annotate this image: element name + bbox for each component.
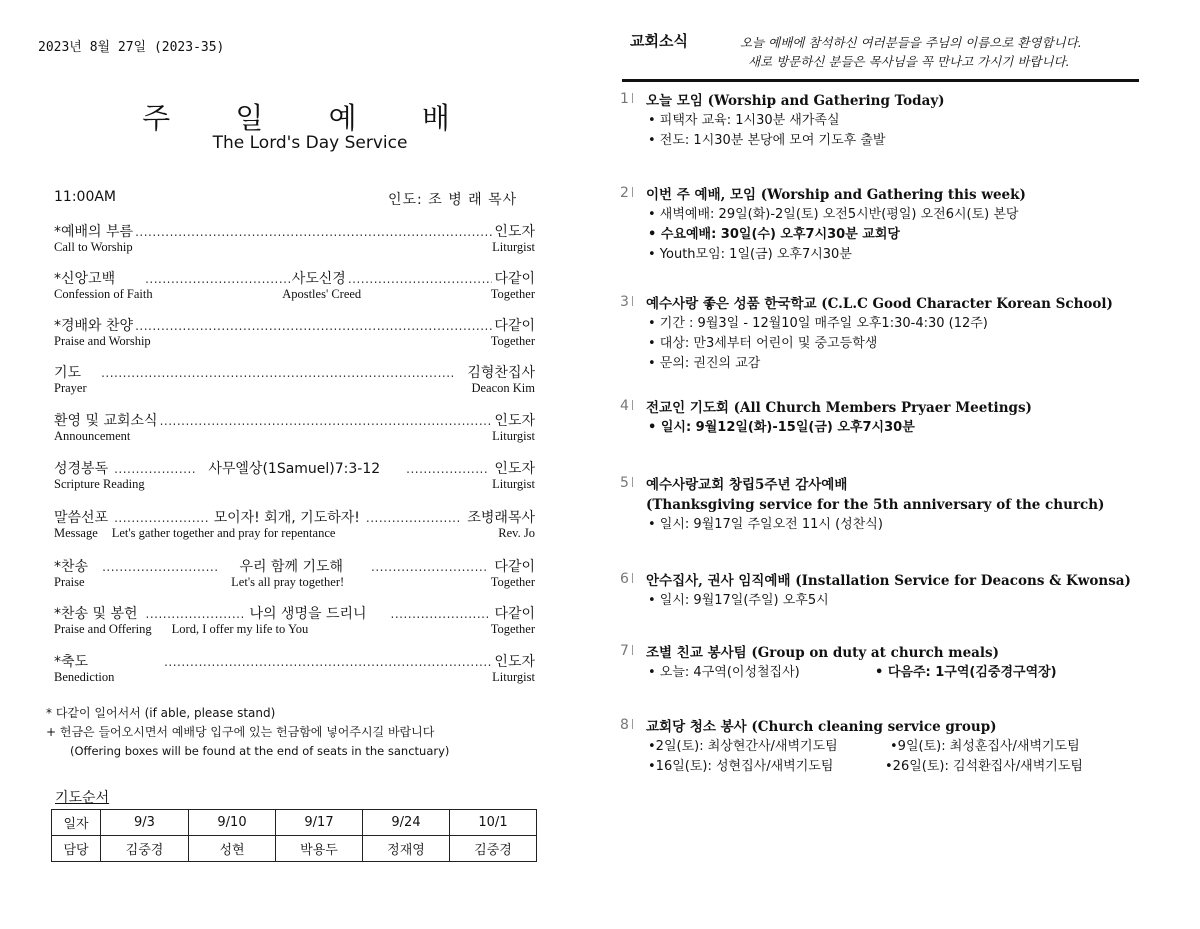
item-ko-right: 인도자 <box>494 413 535 429</box>
news-number: 6 <box>620 571 633 587</box>
service-leader: 인도: 조 병 래 목사 <box>388 192 518 208</box>
news-number: 4 <box>620 398 633 414</box>
item-ko: *찬송 및 봉헌 <box>54 606 138 622</box>
news-item-8 <box>620 717 1180 777</box>
cleaning-entry: •16일(토): 성현집사/새벽기도팀 <box>648 759 834 774</box>
news-heading: 예수사랑 좋은 성품 한국학교 (C.L.C Good Character Korean School) <box>646 296 1113 312</box>
item-ko-right: 인도자 <box>494 461 535 477</box>
table-cell: 담당 <box>52 836 101 862</box>
news-item-4 <box>620 398 1180 438</box>
news-line: • 전도: 1시30분 본당에 모여 기도후 출발 <box>648 133 886 148</box>
order-item-prayer <box>54 362 535 402</box>
table-cell: 9/17 <box>276 810 363 836</box>
item-en-mid: Lord, I offer my life to You <box>171 622 309 636</box>
item-en: Praise <box>54 575 85 589</box>
news-heading-en: (Thanksgiving service for the 5th anniversary of the church) <box>646 497 1105 513</box>
news-line: • 새벽예배: 29일(화)-2일(토) 오전5시반(평일) 오전6시(토) 본당 <box>648 207 1019 222</box>
item-en-mid: Let's gather together and pray for repentance <box>111 526 336 540</box>
news-number: 7 <box>620 643 633 659</box>
news-number: 5 <box>620 475 633 491</box>
item-ko-right: 조병래목사 <box>467 510 535 526</box>
item-en-mid: Let's all pray together! <box>231 575 345 589</box>
order-item-praise-worship <box>54 315 535 355</box>
prayer-order-table <box>51 809 537 862</box>
item-ko-right: 김형찬집사 <box>467 365 535 381</box>
item-ko: 환영 및 교회소식 <box>54 413 158 429</box>
news-heading: 조별 친교 봉사팀 (Group on duty at church meals) <box>646 645 1000 661</box>
news-line: • 대상: 만3세부터 어린이 및 중고등학생 <box>648 336 878 351</box>
item-ko-right: 인도자 <box>494 654 535 670</box>
order-item-scripture <box>54 458 535 498</box>
item-en-right: Liturgist <box>492 429 535 443</box>
news-number: 2 <box>620 185 633 201</box>
news-item-5 <box>620 475 1180 535</box>
item-en: Prayer <box>54 381 87 395</box>
order-item-offering <box>54 603 535 643</box>
item-en: Announcement <box>54 429 131 443</box>
order-item-message <box>54 507 535 547</box>
cleaning-entry: •26일(토): 김석환집사/새벽기도팀 <box>885 759 1083 774</box>
table-cell: 9/10 <box>189 810 276 836</box>
service-notes <box>46 704 449 761</box>
news-line: • 일시: 9월12일(화)-15일(금) 오후7시30분 <box>648 420 915 435</box>
table-cell: 일자 <box>52 810 101 836</box>
order-item-call-to-worship <box>54 221 535 261</box>
item-ko-right: 다같이 <box>494 606 535 622</box>
item-ko-right: 인도자 <box>494 224 535 240</box>
welcome-line-1: 오늘 예배에 참석하신 여러분들을 주님의 이름으로 환영합니다. <box>740 35 1082 50</box>
item-ko: 말씀선포 <box>54 510 109 526</box>
news-number: 3 <box>620 294 633 310</box>
item-en: Praise and Worship <box>54 334 151 348</box>
item-en: Benediction <box>54 670 115 684</box>
item-ko-mid: 사도신경 <box>291 271 346 287</box>
news-heading: 안수집사, 권사 임직예배 (Installation Service for Deacons & Kwonsa) <box>646 573 1131 589</box>
item-en-right: Rev. Jo <box>498 526 535 540</box>
item-en-right: Liturgist <box>492 240 535 254</box>
item-ko: *신앙고백 <box>54 271 116 287</box>
item-en: Call to Worship <box>54 240 133 254</box>
item-ko-right: 다같이 <box>494 271 535 287</box>
item-en-right: Together <box>490 575 535 589</box>
welcome-message <box>740 33 1082 71</box>
item-en-right: Deacon Kim <box>471 381 535 395</box>
item-en: Praise and Offering <box>54 622 152 636</box>
order-item-confession <box>54 268 535 308</box>
item-ko: *찬송 <box>54 559 89 575</box>
news-heading: 전교인 기도회 (All Church Members Pryaer Meetings) <box>646 400 1032 416</box>
news-number: 1 <box>620 91 633 107</box>
note-offering: + 헌금은 들어오시면서 예배당 입구에 있는 헌금함에 넣어주시길 바랍니다 <box>46 725 435 739</box>
table-cell: 김중경 <box>450 836 537 862</box>
news-line: • 기간 : 9월3일 - 12월10일 매주일 오후1:30-4:30 (12주) <box>648 316 988 331</box>
news-line: • Youth모임: 1일(금) 오후7시30분 <box>648 247 852 262</box>
service-time: 11:00AM <box>54 189 117 205</box>
news-item-7 <box>620 643 1180 683</box>
item-ko-mid: 우리 함께 기도해 <box>239 559 344 575</box>
note-stand: * 다같이 일어서서 (if able, please stand) <box>46 706 276 720</box>
order-item-announcement <box>54 410 535 450</box>
item-ko-mid: 나의 생명을 드리니 <box>249 606 367 622</box>
news-line: • 일시: 9월17일 주일오전 11시 (성찬식) <box>648 517 883 532</box>
table-cell: 9/24 <box>363 810 450 836</box>
cleaning-entry: •9일(토): 최성훈집사/새벽기도팀 <box>890 739 1080 754</box>
news-item-6 <box>620 571 1180 611</box>
item-en-right: Together <box>490 334 535 348</box>
item-ko: *예배의 부름 <box>54 224 134 240</box>
news-number: 8 <box>620 717 633 733</box>
news-heading: 교회당 청소 봉사 (Church cleaning service group) <box>646 719 997 735</box>
news-heading: 이번 주 예배, 모임 (Worship and Gathering this week) <box>646 187 1026 203</box>
table-row <box>52 836 537 862</box>
item-en-right: Together <box>490 287 535 301</box>
news-item-2 <box>620 185 1180 265</box>
news-section-title: 교회소식 <box>630 32 688 50</box>
table-cell: 10/1 <box>450 810 537 836</box>
page-title-english: The Lord's Day Service <box>212 133 408 153</box>
page-title-korean: 주 일 예 배 <box>142 101 478 135</box>
item-ko: 성경봉독 <box>54 461 109 477</box>
order-item-benediction <box>54 651 535 691</box>
news-line <box>648 663 1180 683</box>
bulletin-date: 2023년 8월 27일 (2023-35) <box>38 40 225 55</box>
news-line <box>648 757 1180 777</box>
item-en: Scripture Reading <box>54 477 145 491</box>
item-en-right: Liturgist <box>492 670 535 684</box>
news-line <box>648 737 1180 757</box>
welcome-line-2: 새로 방문하신 분들은 목사님을 꼭 만나고 가시기 바랍니다. <box>748 54 1070 69</box>
table-cell: 9/3 <box>101 810 189 836</box>
news-line: • 문의: 권진의 교감 <box>648 356 761 371</box>
duty-next-week: • 다음주: 1구역(김중경구역장) <box>875 665 1057 680</box>
item-ko: *축도 <box>54 654 89 670</box>
table-cell: 정재영 <box>363 836 450 862</box>
item-ko-mid: 모이자! 회개, 기도하자! <box>213 510 360 526</box>
item-ko-mid: 사무엘상(1Samuel)7:3-12 <box>208 461 381 477</box>
prayer-order-title: 기도순서 <box>55 790 110 806</box>
news-heading: 오늘 모임 (Worship and Gathering Today) <box>646 93 945 109</box>
table-cell: 성현 <box>189 836 276 862</box>
news-line: • 수요예배: 30일(수) 오후7시30분 교회당 <box>648 227 900 242</box>
note-offering-en: (Offering boxes will be found at the end of seats in the sanctuary) <box>70 744 450 758</box>
duty-today: • 오늘: 4구역(이성철집사) <box>648 665 800 680</box>
item-en-mid: Apostles' Creed <box>282 287 362 301</box>
news-item-3 <box>620 294 1180 374</box>
table-cell: 박용두 <box>276 836 363 862</box>
item-ko-right: 다같이 <box>494 318 535 334</box>
cleaning-entry: •2일(토): 최상현간사/새벽기도팀 <box>648 739 838 754</box>
news-heading: 예수사랑교회 창립5주년 감사예배 <box>646 477 848 493</box>
item-en-right: Liturgist <box>492 477 535 491</box>
news-item-1 <box>620 91 1180 151</box>
item-en: Confession of Faith <box>54 287 153 301</box>
order-item-hymn <box>54 556 535 596</box>
item-ko: 기도 <box>54 365 82 381</box>
table-cell: 김중경 <box>101 836 189 862</box>
news-line: • 일시: 9월17일(주일) 오후5시 <box>648 593 829 608</box>
item-en-right: Together <box>490 622 535 636</box>
item-en: Message <box>54 526 98 540</box>
table-row <box>52 810 537 836</box>
item-ko-right: 다같이 <box>494 559 535 575</box>
section-divider <box>622 79 1139 82</box>
item-ko: *경배와 찬양 <box>54 318 134 334</box>
news-line: • 피택자 교육: 1시30분 새가족실 <box>648 113 840 128</box>
